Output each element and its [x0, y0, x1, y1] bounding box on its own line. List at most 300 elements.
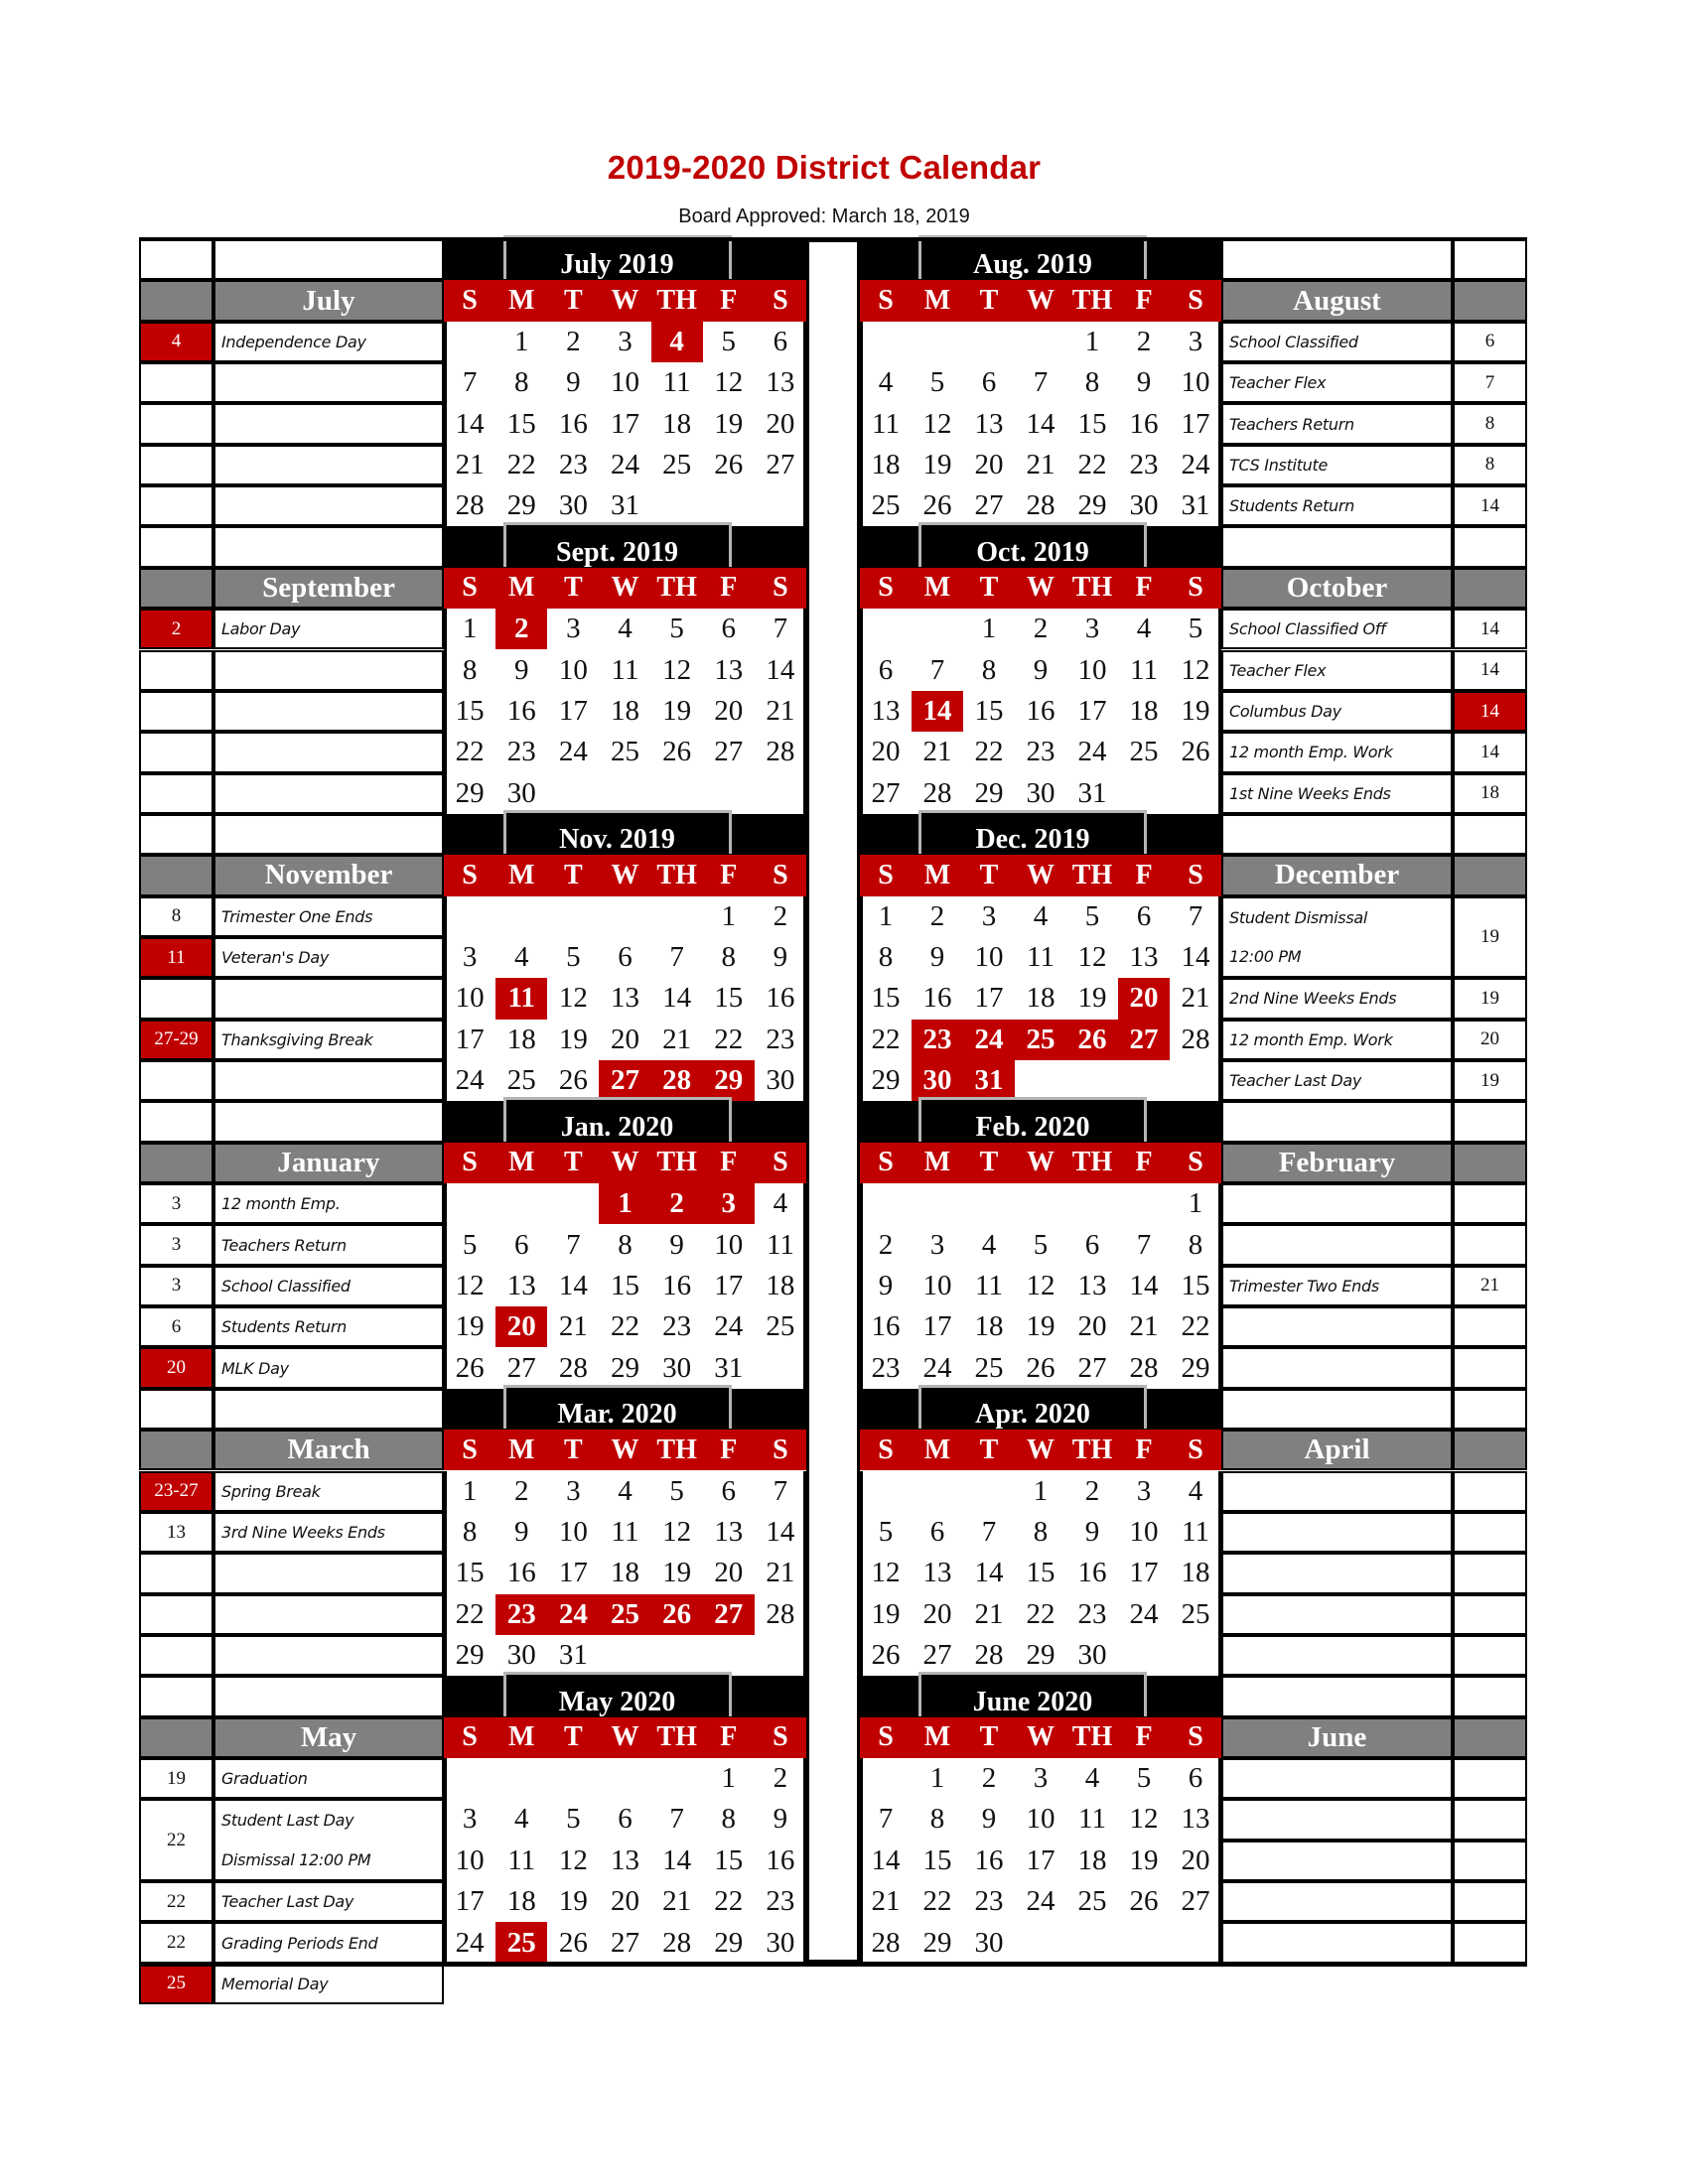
event-label[interactable]: 2nd Nine Weeks Ends [1221, 978, 1453, 1019]
calendar-day[interactable]: 3 [1033, 1762, 1049, 1795]
calendar-day[interactable]: 14 [662, 1843, 692, 1876]
calendar-day[interactable]: 20 [871, 736, 901, 768]
calendar-day[interactable]: 12 [922, 407, 952, 440]
calendar-day[interactable]: 2 [566, 325, 581, 357]
calendar-day[interactable]: 2 [1033, 613, 1049, 645]
calendar-day[interactable]: 29 [974, 776, 1004, 809]
event-label[interactable]: Grading Periods End [213, 1922, 444, 1963]
calendar-day[interactable]: 21 [558, 1310, 588, 1343]
calendar-day[interactable]: 17 [1181, 407, 1210, 440]
event-label[interactable] [1221, 1553, 1453, 1593]
event-label[interactable] [213, 403, 444, 444]
calendar-day[interactable]: 26 [1129, 1885, 1159, 1918]
calendar-day[interactable]: 17 [558, 695, 588, 728]
calendar-day[interactable]: 28 [766, 1597, 795, 1630]
calendar-day[interactable]: 1 [462, 1474, 478, 1507]
calendar-day[interactable]: 25 [974, 1351, 1004, 1384]
calendar-day[interactable]: 6 [1084, 1228, 1100, 1261]
event-label[interactable]: Labor Day [213, 609, 444, 649]
calendar-day[interactable]: 12 [662, 1516, 692, 1549]
calendar-day[interactable]: 7 [462, 366, 478, 399]
calendar-day[interactable]: 16 [922, 982, 952, 1015]
calendar-day[interactable]: 31 [558, 1639, 588, 1672]
calendar-day[interactable]: 8 [618, 1228, 633, 1261]
calendar-day[interactable]: 4 [618, 613, 633, 645]
calendar-day[interactable]: 29 [455, 1639, 485, 1672]
calendar-day[interactable]: 2 [773, 899, 788, 932]
calendar-day-holiday[interactable]: 23 [495, 1594, 547, 1635]
event-label[interactable]: 1st Nine Weeks Ends [1221, 773, 1453, 814]
calendar-day-holiday[interactable]: 28 [651, 1060, 703, 1101]
calendar-day[interactable]: 2 [513, 1474, 529, 1507]
calendar-day[interactable]: 22 [610, 1310, 639, 1343]
calendar-day[interactable]: 5 [566, 1803, 581, 1836]
calendar-day[interactable]: 7 [1136, 1228, 1152, 1261]
calendar-day[interactable]: 16 [558, 407, 588, 440]
event-label[interactable]: Memorial Day [213, 1964, 444, 2004]
calendar-day[interactable]: 15 [871, 982, 901, 1015]
calendar-day[interactable]: 30 [1129, 489, 1159, 522]
calendar-day-holiday[interactable]: 14 [912, 691, 963, 732]
calendar-day-holiday[interactable]: 20 [1118, 978, 1170, 1019]
calendar-day[interactable]: 14 [974, 1557, 1004, 1589]
calendar-day[interactable]: 25 [871, 489, 901, 522]
calendar-day[interactable]: 23 [871, 1351, 901, 1384]
calendar-day[interactable]: 31 [1077, 776, 1107, 809]
calendar-day[interactable]: 11 [662, 366, 691, 399]
calendar-day[interactable]: 8 [462, 1516, 478, 1549]
calendar-day[interactable]: 17 [455, 1023, 485, 1055]
calendar-day[interactable]: 10 [1129, 1516, 1159, 1549]
calendar-day-holiday[interactable]: 2 [651, 1183, 703, 1224]
calendar-day[interactable]: 10 [1181, 366, 1210, 399]
calendar-day[interactable]: 19 [1181, 695, 1210, 728]
event-label[interactable]: Teacher Last Day [213, 1881, 444, 1922]
calendar-day[interactable]: 30 [506, 1639, 536, 1672]
event-label[interactable]: Teachers Return [213, 1224, 444, 1265]
calendar-day[interactable]: 10 [714, 1228, 744, 1261]
calendar-day[interactable]: 9 [773, 1803, 788, 1836]
calendar-day[interactable]: 6 [1136, 899, 1152, 932]
event-label[interactable] [1221, 1799, 1453, 1840]
calendar-day[interactable]: 12 [1026, 1269, 1056, 1301]
calendar-day[interactable]: 12 [1181, 653, 1210, 686]
calendar-day[interactable]: 7 [669, 1803, 684, 1836]
calendar-day[interactable]: 3 [929, 1228, 945, 1261]
calendar-day[interactable]: 12 [871, 1557, 901, 1589]
calendar-day[interactable]: 31 [610, 489, 639, 522]
calendar-day[interactable]: 19 [1026, 1310, 1056, 1343]
calendar-day[interactable]: 26 [1026, 1351, 1056, 1384]
calendar-day[interactable]: 3 [1136, 1474, 1152, 1507]
calendar-day[interactable]: 27 [974, 489, 1004, 522]
calendar-day[interactable]: 30 [1077, 1639, 1107, 1672]
calendar-day[interactable]: 9 [878, 1269, 894, 1301]
event-label[interactable]: Independence Day [213, 322, 444, 362]
calendar-day[interactable]: 6 [1188, 1762, 1203, 1795]
calendar-day[interactable]: 1 [462, 613, 478, 645]
calendar-day[interactable]: 30 [662, 1351, 692, 1384]
calendar-day-holiday[interactable]: 27 [599, 1060, 650, 1101]
calendar-day-holiday[interactable]: 26 [651, 1594, 703, 1635]
calendar-day[interactable]: 26 [922, 489, 952, 522]
calendar-day[interactable]: 7 [878, 1803, 894, 1836]
calendar-day[interactable]: 8 [721, 941, 737, 974]
calendar-day[interactable]: 28 [922, 776, 952, 809]
calendar-day[interactable]: 10 [1077, 653, 1107, 686]
calendar-day[interactable]: 22 [974, 736, 1004, 768]
calendar-day[interactable]: 11 [872, 407, 900, 440]
calendar-day[interactable]: 16 [506, 695, 536, 728]
calendar-day-holiday[interactable]: 24 [547, 1594, 599, 1635]
calendar-day[interactable]: 6 [618, 941, 633, 974]
calendar-day-holiday[interactable]: 31 [963, 1060, 1015, 1101]
calendar-day[interactable]: 11 [975, 1269, 1003, 1301]
event-label[interactable]: Trimester One Ends [213, 896, 444, 937]
calendar-day[interactable]: 29 [1181, 1351, 1210, 1384]
calendar-day[interactable]: 5 [1188, 613, 1203, 645]
calendar-day[interactable]: 17 [558, 1557, 588, 1589]
event-label[interactable]: School Classified Off [1221, 609, 1453, 649]
calendar-day-holiday[interactable]: 4 [651, 322, 703, 362]
calendar-day[interactable]: 22 [714, 1023, 744, 1055]
calendar-day[interactable]: 10 [558, 1516, 588, 1549]
event-label[interactable] [213, 732, 444, 772]
calendar-day[interactable]: 12 [455, 1269, 485, 1301]
calendar-day[interactable]: 20 [610, 1885, 639, 1918]
calendar-day[interactable]: 4 [878, 366, 894, 399]
calendar-day[interactable]: 10 [455, 982, 485, 1015]
calendar-day[interactable]: 28 [974, 1639, 1004, 1672]
event-label[interactable]: Students Return [213, 1306, 444, 1347]
event-label[interactable]: 3rd Nine Weeks Ends [213, 1512, 444, 1553]
calendar-day[interactable]: 24 [1129, 1597, 1159, 1630]
calendar-day[interactable]: 9 [1033, 653, 1049, 686]
calendar-day-holiday[interactable]: 25 [1015, 1020, 1066, 1060]
calendar-day[interactable]: 19 [455, 1310, 485, 1343]
event-label[interactable] [1221, 896, 1453, 979]
calendar-day[interactable]: 9 [1084, 1516, 1100, 1549]
calendar-day[interactable]: 12 [662, 653, 692, 686]
calendar-day[interactable]: 29 [1026, 1639, 1056, 1672]
calendar-day[interactable]: 20 [714, 695, 744, 728]
calendar-day[interactable]: 30 [766, 1064, 795, 1097]
event-label[interactable]: Columbus Day [1221, 691, 1453, 732]
calendar-day[interactable]: 21 [922, 736, 952, 768]
calendar-day[interactable]: 21 [871, 1885, 901, 1918]
calendar-day[interactable]: 6 [878, 653, 894, 686]
calendar-day[interactable]: 16 [871, 1310, 901, 1343]
calendar-day[interactable]: 27 [871, 776, 901, 809]
calendar-day[interactable]: 17 [922, 1310, 952, 1343]
calendar-day[interactable]: 22 [1181, 1310, 1210, 1343]
calendar-day[interactable]: 7 [669, 941, 684, 974]
calendar-day[interactable]: 22 [1077, 448, 1107, 480]
calendar-day[interactable]: 29 [1077, 489, 1107, 522]
calendar-day[interactable]: 3 [462, 1803, 478, 1836]
calendar-day[interactable]: 28 [1129, 1351, 1159, 1384]
calendar-day[interactable]: 25 [662, 448, 692, 480]
calendar-day[interactable]: 15 [455, 695, 485, 728]
calendar-day[interactable]: 29 [714, 1926, 744, 1959]
calendar-day[interactable]: 26 [662, 736, 692, 768]
calendar-day[interactable]: 2 [981, 1762, 997, 1795]
event-label[interactable] [1221, 1224, 1453, 1265]
calendar-day[interactable]: 26 [558, 1064, 588, 1097]
calendar-day[interactable]: 3 [566, 613, 581, 645]
calendar-day[interactable]: 2 [878, 1228, 894, 1261]
calendar-day[interactable]: 20 [974, 448, 1004, 480]
calendar-day[interactable]: 22 [871, 1023, 901, 1055]
calendar-day[interactable]: 30 [558, 489, 588, 522]
calendar-day[interactable]: 13 [714, 1516, 744, 1549]
calendar-day[interactable]: 28 [766, 736, 795, 768]
calendar-day[interactable]: 8 [878, 941, 894, 974]
calendar-day[interactable]: 1 [721, 1762, 737, 1795]
calendar-day[interactable]: 4 [1136, 613, 1152, 645]
calendar-day[interactable]: 18 [506, 1885, 536, 1918]
calendar-day[interactable]: 3 [618, 325, 633, 357]
calendar-day[interactable]: 20 [766, 407, 795, 440]
calendar-day[interactable]: 18 [1181, 1557, 1210, 1589]
calendar-day[interactable]: 25 [506, 1064, 536, 1097]
calendar-day[interactable]: 5 [462, 1228, 478, 1261]
calendar-day[interactable]: 7 [773, 1474, 788, 1507]
calendar-day[interactable]: 16 [766, 982, 795, 1015]
calendar-day[interactable]: 16 [766, 1843, 795, 1876]
calendar-day[interactable]: 14 [662, 982, 692, 1015]
calendar-day[interactable]: 16 [1077, 1557, 1107, 1589]
calendar-day[interactable]: 5 [566, 941, 581, 974]
calendar-day[interactable]: 23 [558, 448, 588, 480]
calendar-day[interactable]: 19 [662, 695, 692, 728]
calendar-day[interactable]: 19 [1129, 1843, 1159, 1876]
calendar-day[interactable]: 23 [662, 1310, 692, 1343]
event-label[interactable] [213, 978, 444, 1019]
calendar-day[interactable]: 11 [1078, 1803, 1106, 1836]
calendar-day[interactable]: 30 [506, 776, 536, 809]
calendar-day[interactable]: 1 [1084, 325, 1100, 357]
calendar-day-holiday[interactable]: 25 [495, 1922, 547, 1963]
calendar-day[interactable]: 3 [981, 899, 997, 932]
calendar-day[interactable]: 19 [558, 1885, 588, 1918]
calendar-day[interactable]: 31 [1181, 489, 1210, 522]
event-label[interactable] [1221, 1183, 1453, 1224]
calendar-day[interactable]: 26 [871, 1639, 901, 1672]
calendar-day[interactable]: 15 [610, 1269, 639, 1301]
calendar-day[interactable]: 29 [455, 776, 485, 809]
event-label[interactable]: Veteran's Day [213, 937, 444, 978]
calendar-day[interactable]: 9 [513, 1516, 529, 1549]
calendar-day[interactable]: 15 [714, 1843, 744, 1876]
event-label[interactable]: 12 month Emp. Work [1221, 732, 1453, 772]
event-label[interactable]: TCS Institute [1221, 445, 1453, 485]
calendar-day-holiday[interactable]: 26 [1066, 1020, 1118, 1060]
event-label[interactable]: Teacher Last Day [1221, 1060, 1453, 1101]
calendar-day[interactable]: 27 [610, 1926, 639, 1959]
calendar-day[interactable]: 25 [1181, 1597, 1210, 1630]
calendar-day[interactable]: 17 [974, 982, 1004, 1015]
calendar-day[interactable]: 11 [1130, 653, 1158, 686]
calendar-day[interactable]: 2 [773, 1762, 788, 1795]
calendar-day[interactable]: 27 [766, 448, 795, 480]
calendar-day[interactable]: 1 [981, 613, 997, 645]
event-label[interactable] [1221, 1512, 1453, 1553]
calendar-day[interactable]: 15 [922, 1843, 952, 1876]
calendar-day[interactable]: 17 [714, 1269, 744, 1301]
event-label[interactable] [213, 362, 444, 403]
calendar-day-holiday[interactable]: 20 [495, 1306, 547, 1347]
calendar-day[interactable]: 2 [1136, 325, 1152, 357]
calendar-day[interactable]: 7 [566, 1228, 581, 1261]
calendar-day[interactable]: 18 [766, 1269, 795, 1301]
calendar-day[interactable]: 16 [1129, 407, 1159, 440]
calendar-day[interactable]: 5 [878, 1516, 894, 1549]
event-label[interactable] [213, 1799, 444, 1881]
calendar-day[interactable]: 22 [714, 1885, 744, 1918]
calendar-day[interactable]: 5 [929, 366, 945, 399]
calendar-day[interactable]: 13 [974, 407, 1004, 440]
calendar-day[interactable]: 29 [610, 1351, 639, 1384]
calendar-day[interactable]: 3 [1188, 325, 1203, 357]
calendar-day[interactable]: 31 [714, 1351, 744, 1384]
calendar-day[interactable]: 10 [455, 1843, 485, 1876]
calendar-day[interactable]: 18 [610, 1557, 639, 1589]
calendar-day[interactable]: 21 [766, 695, 795, 728]
calendar-day[interactable]: 4 [1084, 1762, 1100, 1795]
calendar-day[interactable]: 28 [871, 1926, 901, 1959]
event-label[interactable]: MLK Day [213, 1347, 444, 1388]
event-label[interactable] [1221, 1841, 1453, 1881]
calendar-day[interactable]: 28 [662, 1926, 692, 1959]
calendar-day[interactable]: 7 [929, 653, 945, 686]
calendar-day[interactable]: 11 [1182, 1516, 1209, 1549]
calendar-day[interactable]: 21 [974, 1597, 1004, 1630]
event-label[interactable]: Teacher Flex [1221, 362, 1453, 403]
calendar-day[interactable]: 23 [1077, 1597, 1107, 1630]
event-label[interactable]: Thanksgiving Break [213, 1020, 444, 1060]
calendar-day[interactable]: 27 [1077, 1351, 1107, 1384]
calendar-day[interactable]: 1 [878, 899, 894, 932]
calendar-day[interactable]: 14 [1181, 941, 1210, 974]
event-label[interactable] [213, 773, 444, 814]
calendar-day[interactable]: 8 [1188, 1228, 1203, 1261]
calendar-day-holiday[interactable]: 23 [912, 1020, 963, 1060]
calendar-day[interactable]: 21 [662, 1023, 692, 1055]
calendar-day[interactable]: 22 [455, 736, 485, 768]
calendar-day-holiday[interactable]: 29 [703, 1060, 755, 1101]
calendar-day[interactable]: 2 [929, 899, 945, 932]
calendar-day[interactable]: 5 [669, 613, 684, 645]
calendar-day[interactable]: 5 [1084, 899, 1100, 932]
calendar-day[interactable]: 20 [714, 1557, 744, 1589]
calendar-day[interactable]: 18 [1129, 695, 1159, 728]
calendar-day[interactable]: 19 [714, 407, 744, 440]
calendar-day[interactable]: 8 [1033, 1516, 1049, 1549]
calendar-day[interactable]: 16 [662, 1269, 692, 1301]
calendar-day[interactable]: 17 [610, 407, 639, 440]
calendar-day[interactable]: 21 [1129, 1310, 1159, 1343]
calendar-day[interactable]: 15 [974, 695, 1004, 728]
event-label[interactable] [213, 1060, 444, 1101]
calendar-day[interactable]: 13 [766, 366, 795, 399]
calendar-day[interactable]: 15 [506, 407, 536, 440]
calendar-day[interactable]: 9 [566, 366, 581, 399]
calendar-day[interactable]: 19 [871, 1597, 901, 1630]
calendar-day[interactable]: 20 [610, 1023, 639, 1055]
calendar-day[interactable]: 10 [922, 1269, 952, 1301]
calendar-day[interactable]: 20 [1181, 1843, 1210, 1876]
event-label[interactable] [1221, 1594, 1453, 1635]
calendar-day[interactable]: 26 [1181, 736, 1210, 768]
calendar-day[interactable]: 13 [610, 1843, 639, 1876]
calendar-day[interactable]: 29 [506, 489, 536, 522]
calendar-day[interactable]: 29 [922, 1926, 952, 1959]
calendar-day[interactable]: 19 [1077, 982, 1107, 1015]
calendar-day[interactable]: 1 [929, 1762, 945, 1795]
calendar-day[interactable]: 25 [610, 736, 639, 768]
event-label[interactable]: Trimester Two Ends [1221, 1266, 1453, 1306]
calendar-day[interactable]: 19 [662, 1557, 692, 1589]
calendar-day-holiday[interactable]: 2 [495, 609, 547, 649]
calendar-day[interactable]: 11 [507, 1843, 536, 1876]
calendar-day[interactable]: 21 [1026, 448, 1056, 480]
calendar-day[interactable]: 13 [610, 982, 639, 1015]
calendar-day[interactable]: 18 [610, 695, 639, 728]
calendar-day[interactable]: 9 [513, 653, 529, 686]
calendar-day[interactable]: 13 [871, 695, 901, 728]
calendar-day[interactable]: 8 [721, 1803, 737, 1836]
calendar-day[interactable]: 24 [1077, 736, 1107, 768]
calendar-day[interactable]: 24 [1181, 448, 1210, 480]
event-label[interactable] [213, 650, 444, 691]
calendar-day[interactable]: 13 [1129, 941, 1159, 974]
calendar-day[interactable]: 4 [618, 1474, 633, 1507]
event-label[interactable] [213, 445, 444, 485]
calendar-day[interactable]: 22 [455, 1597, 485, 1630]
event-label[interactable]: 12 month Emp. Work [1221, 1020, 1453, 1060]
calendar-day[interactable]: 8 [981, 653, 997, 686]
calendar-day[interactable]: 19 [558, 1023, 588, 1055]
calendar-day[interactable]: 14 [1129, 1269, 1159, 1301]
calendar-day[interactable]: 30 [1026, 776, 1056, 809]
calendar-day[interactable]: 28 [1181, 1023, 1210, 1055]
event-label[interactable] [1221, 1347, 1453, 1388]
calendar-day[interactable]: 4 [981, 1228, 997, 1261]
calendar-day-holiday[interactable]: 11 [495, 978, 547, 1019]
calendar-day[interactable]: 26 [714, 448, 744, 480]
calendar-day[interactable]: 12 [558, 1843, 588, 1876]
event-label[interactable] [213, 1594, 444, 1635]
calendar-day[interactable]: 3 [1084, 613, 1100, 645]
calendar-day[interactable]: 18 [662, 407, 692, 440]
calendar-day[interactable]: 4 [1188, 1474, 1203, 1507]
calendar-day[interactable]: 16 [974, 1843, 1004, 1876]
event-label[interactable]: 12 month Emp. [213, 1183, 444, 1224]
calendar-day[interactable]: 28 [455, 489, 485, 522]
calendar-day[interactable]: 22 [506, 448, 536, 480]
calendar-day[interactable]: 22 [1026, 1597, 1056, 1630]
calendar-day[interactable]: 11 [766, 1228, 794, 1261]
calendar-day[interactable]: 21 [455, 448, 485, 480]
calendar-day[interactable]: 12 [1077, 941, 1107, 974]
calendar-day[interactable]: 17 [1077, 695, 1107, 728]
calendar-day[interactable]: 21 [1181, 982, 1210, 1015]
calendar-day[interactable]: 10 [1026, 1803, 1056, 1836]
calendar-day[interactable]: 18 [506, 1023, 536, 1055]
event-label[interactable]: Spring Break [213, 1471, 444, 1512]
calendar-day[interactable]: 23 [1129, 448, 1159, 480]
